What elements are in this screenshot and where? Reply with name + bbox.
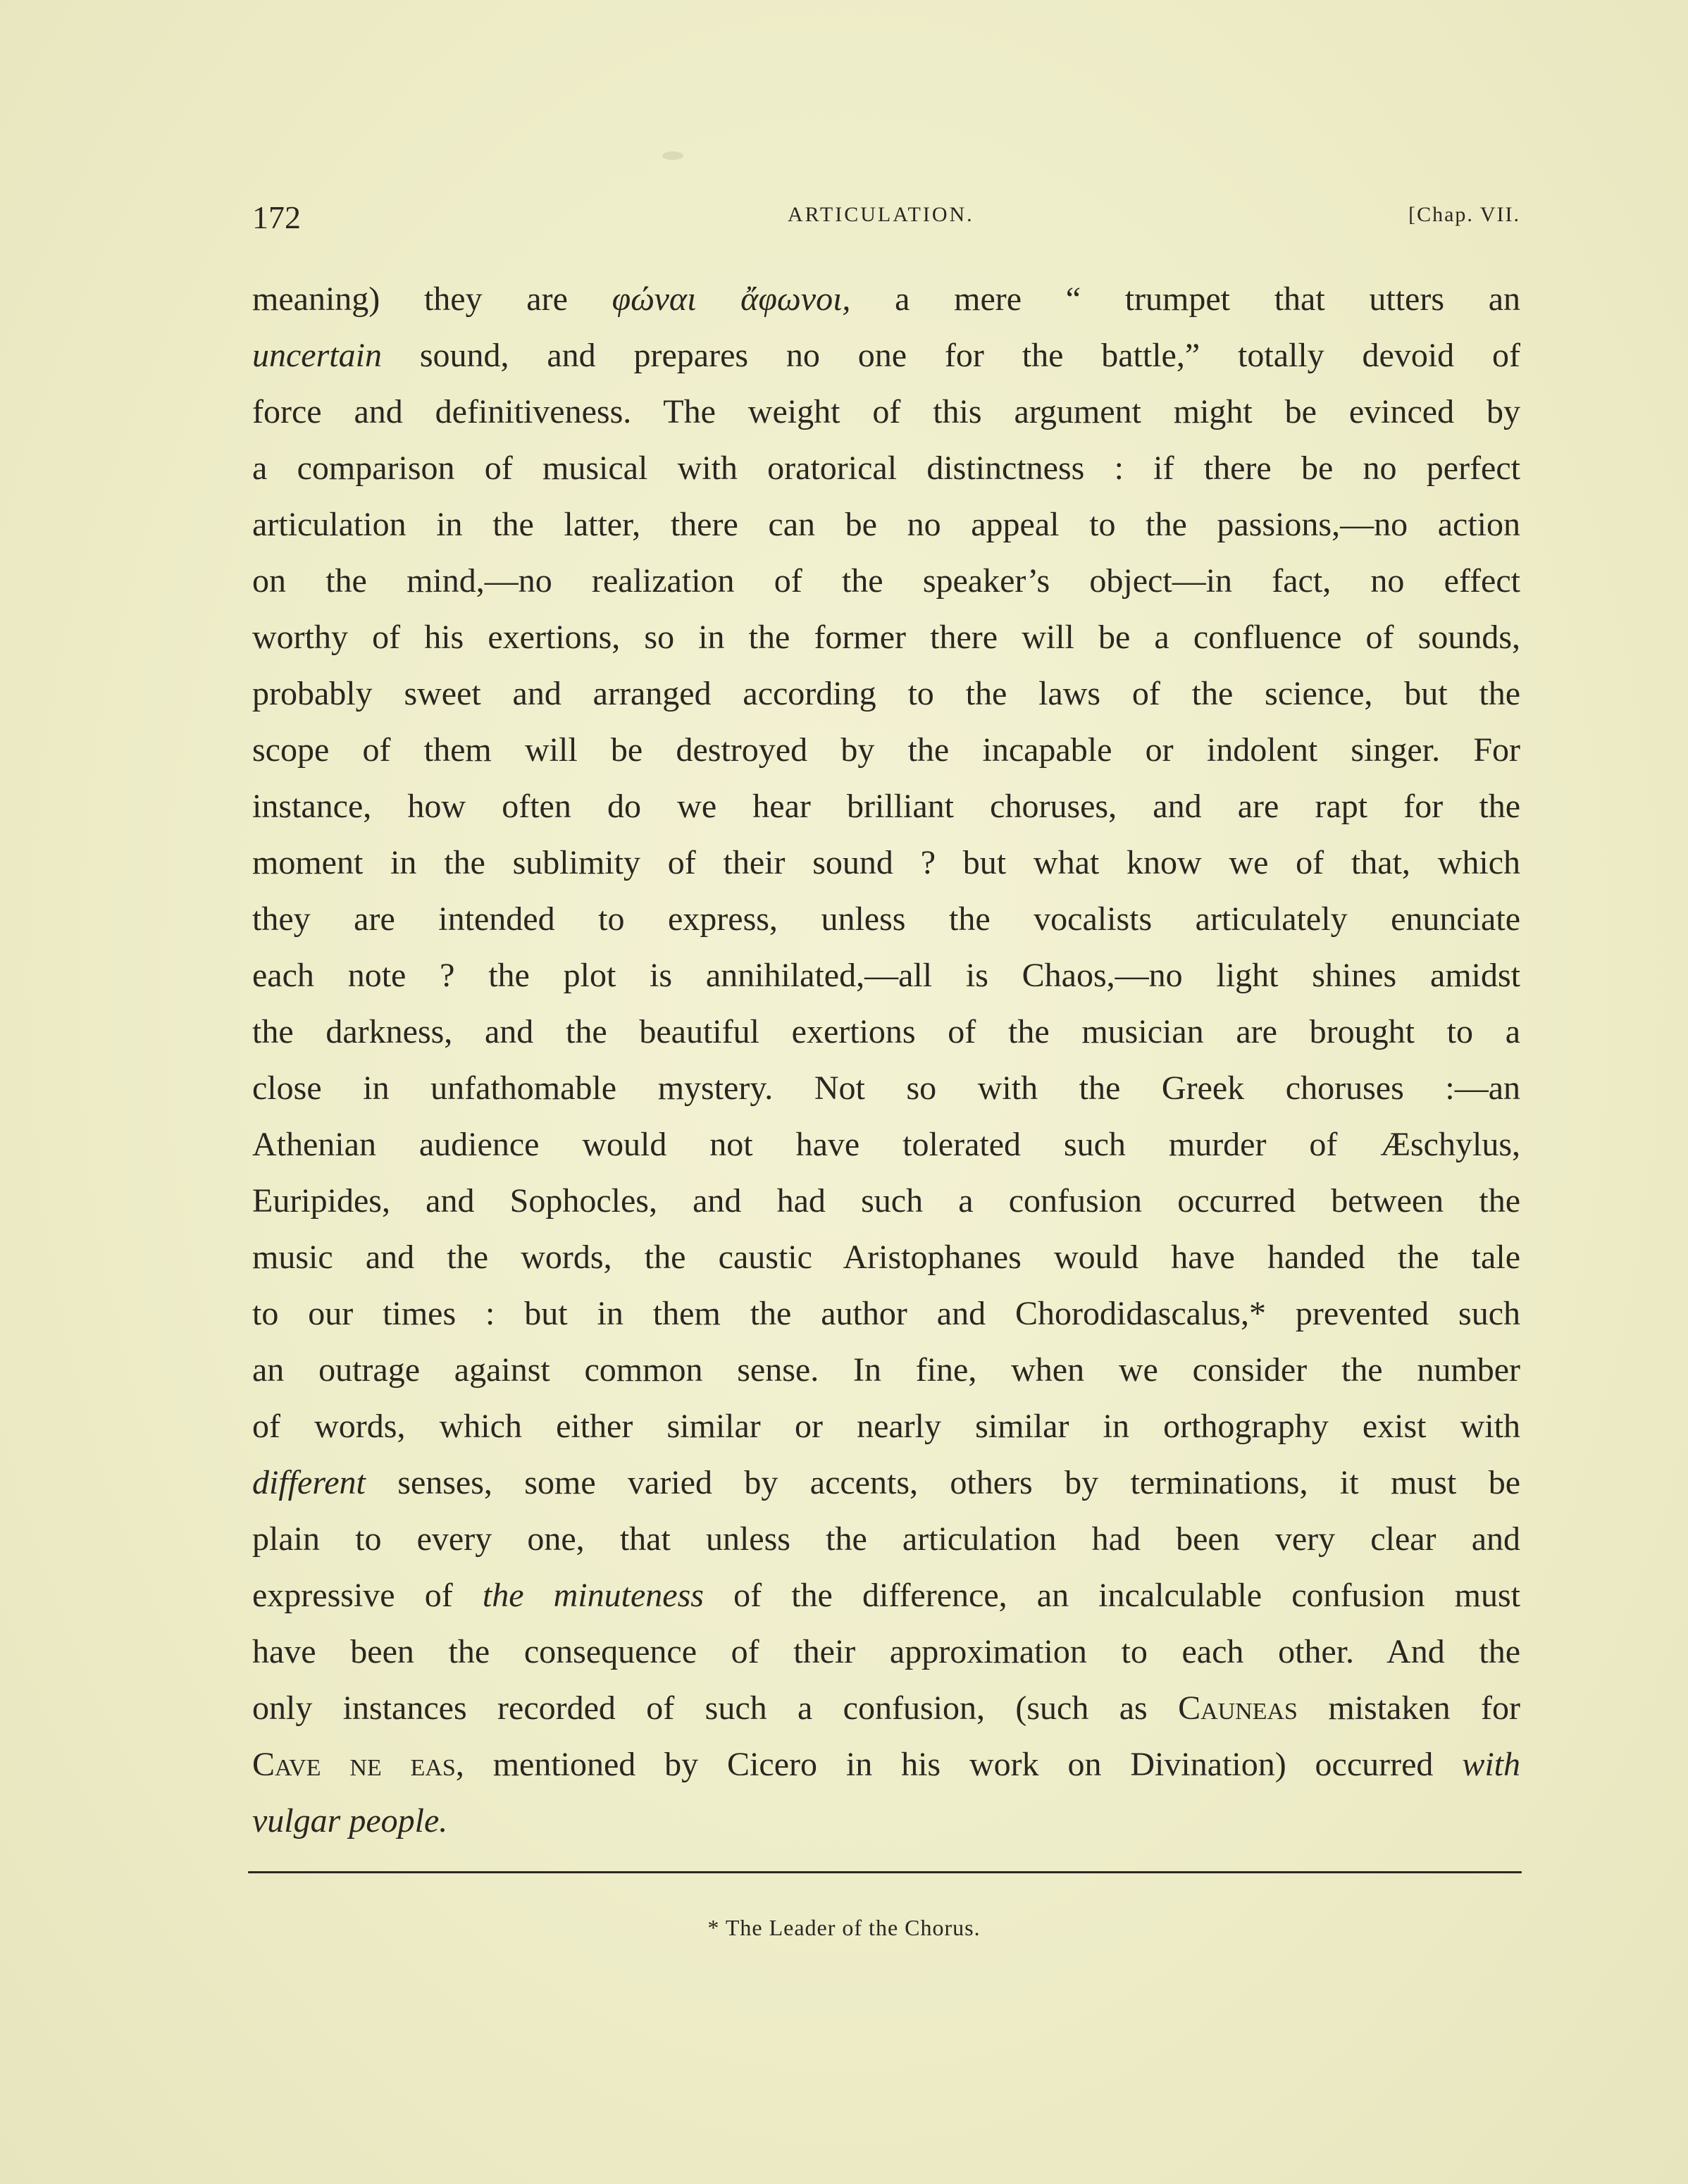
text-line: uncertain sound, and prepares no one for the battle,” totally devoid of — [252, 337, 1520, 374]
text-line: scope of them will be destroyed by the incapable or indolent singer. For — [252, 731, 1520, 769]
text-line: each note ? the plot is annihilated,—all is Chaos,—no light shines amidst — [252, 957, 1520, 994]
emphasis: different — [252, 1464, 366, 1501]
emphasis: uncertain — [252, 337, 382, 374]
text-line: close in unfathomable mystery. Not so with the Greek choruses :—an — [252, 1069, 1520, 1107]
text-line: to our times : but in them the author and Chorodidascalus,* prevented such — [252, 1295, 1520, 1332]
text-line: expressive of the minuteness of the difference, an incalculable confusion must — [252, 1577, 1521, 1614]
text-line: Euripides, and Sophocles, and had such a confusion occurred between the — [252, 1182, 1520, 1220]
body-text — [252, 271, 1520, 1849]
text-line: Cave ne eas, mentioned by Cicero in his work on Divination) occurred with — [252, 1746, 1520, 1783]
text-line: force and definitiveness. The weight of this argument might be evinced by — [252, 393, 1520, 430]
text-line: different senses, some varied by accents, others by terminations, it must be — [252, 1464, 1520, 1501]
footnote: * The Leader of the Chorus. — [707, 1915, 981, 1940]
text-line: the darkness, and the beautiful exertions of the musician are brought to a — [252, 1013, 1520, 1050]
small-caps-phrase: Cave ne eas — [252, 1746, 456, 1783]
text-line: articulation in the latter, there can be no appeal to the passions,—no action — [252, 506, 1520, 543]
emphasis: the minuteness — [482, 1577, 704, 1614]
running-title: ARTICULATION. — [788, 203, 974, 226]
running-head — [252, 199, 1520, 234]
text-line: they are intended to express, unless the vocalists articulately enunciate — [252, 900, 1520, 938]
text-line: only instances recorded of such a confusion, (such as Cauneas mistaken for — [252, 1689, 1520, 1727]
small-caps-word: Cauneas — [1178, 1689, 1298, 1727]
text-line: meaning) they are φώναι ἄφωνοι, a mere “ trumpet that utters an — [252, 280, 1520, 318]
text-line: probably sweet and arranged according to the laws of the science, but the — [252, 675, 1520, 712]
emphasis: with — [1462, 1746, 1520, 1783]
paper-smudge — [662, 151, 683, 160]
text-line — [252, 1793, 1520, 1849]
text-line: instance, how often do we hear brilliant choruses, and are rapt for the — [252, 788, 1520, 825]
emphasis: vulgar people. — [252, 1802, 448, 1839]
text-line: have been the consequence of their approximation to each other. And the — [252, 1633, 1520, 1670]
greek-phrase: φώναι ἄφωνοι, — [612, 280, 851, 318]
chapter-label: [Chap. VII. — [1408, 203, 1520, 226]
text-line: Athenian audience would not have tolerated such murder of Æschylus, — [252, 1126, 1520, 1163]
text-line: music and the words, the caustic Aristophanes would have handed the tale — [252, 1239, 1520, 1276]
text-line: of words, which either similar or nearly similar in orthography exist with — [252, 1408, 1520, 1445]
text-line: worthy of his exertions, so in the former there will be a confluence of sounds, — [252, 619, 1520, 656]
text-line: moment in the sublimity of their sound ? but what know we of that, which — [252, 844, 1520, 881]
footnote-rule — [248, 1871, 1522, 1873]
page-number: 172 — [252, 199, 301, 235]
text-line: on the mind,—no realization of the speaker’s object—in fact, no effect — [252, 562, 1520, 600]
text-line: a comparison of musical with oratorical distinctness : if there be no perfect — [252, 449, 1520, 487]
text-line: an outrage against common sense. In fine, when we consider the number — [252, 1351, 1520, 1389]
text-line: plain to every one, that unless the articulation had been very clear and — [252, 1520, 1520, 1558]
